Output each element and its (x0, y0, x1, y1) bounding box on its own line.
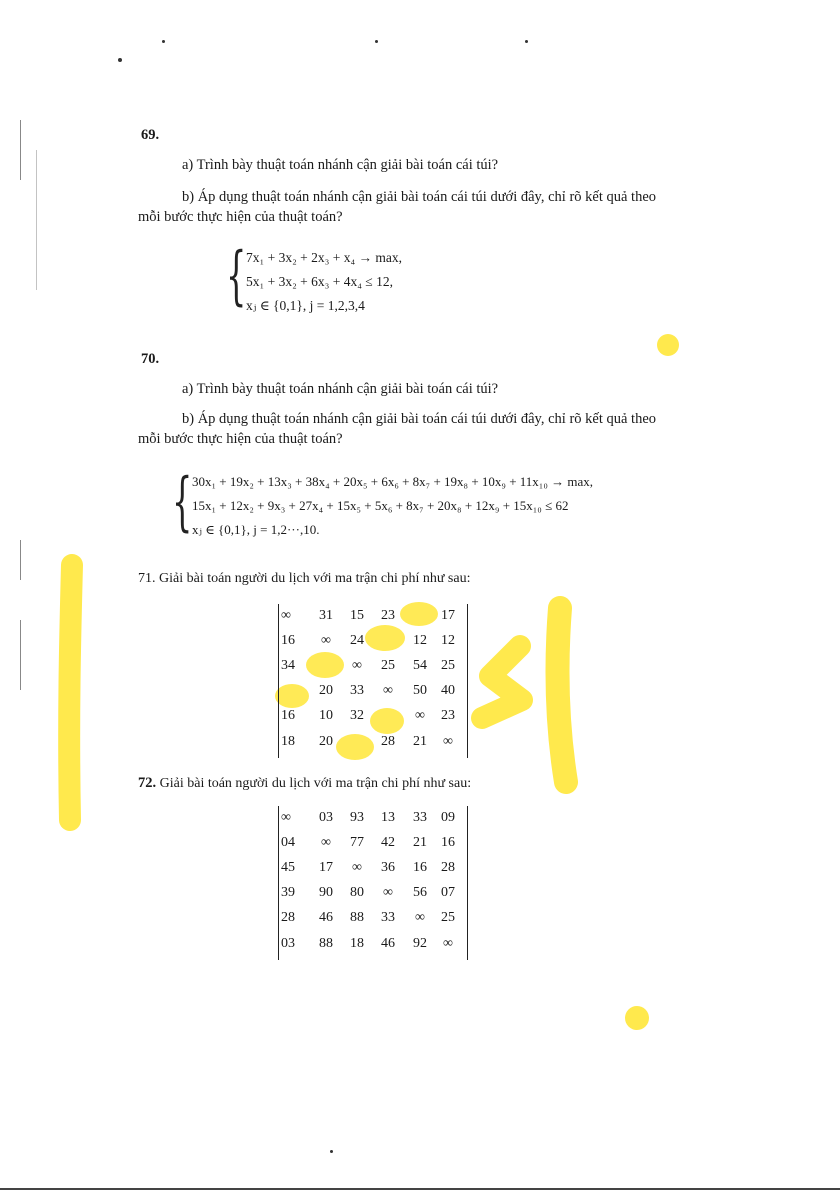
equation-line: 15x₁ + 12x₂ + 9x₃ + 27x₄ + 15x₅ + 5x₆ + 8x₇ + 20x₈ + 12x₉ + 15x₁₀ ≤ 62 (192, 498, 569, 513)
matrix-cell: 09 (441, 810, 455, 825)
matrix-cell: 18 (281, 734, 295, 749)
matrix-cell: 33 (413, 810, 427, 825)
matrix-cell: ∞ (321, 633, 331, 648)
matrix-cell: 21 (413, 734, 427, 749)
matrix-cell: ∞ (443, 734, 453, 749)
matrix-row (279, 833, 467, 857)
matrix-cell: 03 (281, 936, 295, 951)
matrix-cell: 40 (441, 683, 455, 698)
matrix-cell: 13 (381, 810, 395, 825)
matrix-cell: 77 (350, 835, 364, 850)
matrix-cell: 20 (319, 683, 333, 698)
matrix-cell: 54 (413, 658, 427, 673)
problem-69-part-b-line1: b) Áp dụng thuật toán nhánh cận giải bài toán cái túi dưới đây, chỉ rõ kết quả theo (182, 189, 657, 205)
matrix-cell: ∞ (383, 683, 393, 698)
matrix-cell: 10 (319, 708, 333, 723)
problem-72-number: 72. (138, 775, 157, 791)
matrix-cell: ∞ (383, 885, 393, 900)
matrix-row (279, 883, 467, 907)
problem-71-title: 71. Giải bài toán người du lịch với ma trận chi phí như sau: (138, 571, 471, 586)
matrix-cell: 18 (350, 936, 364, 951)
matrix-cell: 25 (381, 658, 395, 673)
problem-70-number: 70. (141, 351, 160, 367)
matrix-cell: ∞ (352, 860, 362, 875)
matrix-cell: 45 (281, 860, 295, 875)
problem-70-part-b-line1: b) Áp dụng thuật toán nhánh cận giải bài toán cái túi dưới đây, chỉ rõ kết quả theo (182, 411, 657, 427)
matrix-cell: 33 (381, 910, 395, 925)
system-brace: { (226, 239, 247, 313)
matrix-cell: 88 (350, 910, 364, 925)
cost-matrix-72 (278, 806, 468, 960)
matrix-cell: 33 (350, 683, 364, 698)
matrix-cell: 39 (281, 885, 295, 900)
matrix-cell: 90 (319, 885, 333, 900)
matrix-cell: 21 (413, 835, 427, 850)
matrix-cell: ∞ (352, 658, 362, 673)
matrix-cell: ∞ (281, 810, 291, 825)
matrix-cell: 17 (319, 860, 333, 875)
system-brace: { (172, 465, 193, 539)
matrix-cell: 32 (350, 708, 364, 723)
matrix-cell: 88 (319, 936, 333, 951)
problem-70-part-b-line2: mỗi bước thực hiện của thuật toán? (138, 431, 343, 447)
matrix-cell: 92 (413, 936, 427, 951)
problem-69-part-a: a) Trình bày thuật toán nhánh cận giải bài toán cái túi? (182, 157, 499, 173)
matrix-cell: 50 (413, 683, 427, 698)
matrix-cell: ∞ (281, 608, 291, 623)
matrix-cell: 42 (381, 835, 395, 850)
scan-bottom-edge (0, 1188, 840, 1190)
matrix-cell: 46 (381, 936, 395, 951)
matrix-cell: 56 (413, 885, 427, 900)
matrix-cell: 12 (441, 633, 455, 648)
equation-line: 7x₁ + 3x₂ + 2x₃ + x₄ → max, (246, 250, 403, 265)
equation-line: xⱼ ∈ {0,1}, j = 1,2,3,4 (246, 298, 365, 313)
matrix-cell: 03 (319, 810, 333, 825)
matrix-cell: 28 (381, 734, 395, 749)
problem-72-title (138, 774, 471, 793)
matrix-cell: 80 (350, 885, 364, 900)
matrix-cell: 34 (281, 658, 295, 673)
problem-69-number: 69. (141, 127, 160, 143)
matrix-cell: ∞ (415, 708, 425, 723)
matrix-cell: 04 (281, 835, 295, 850)
matrix-cell: 16 (413, 860, 427, 875)
matrix-cell: ∞ (321, 835, 331, 850)
matrix-cell: 16 (441, 835, 455, 850)
matrix-cell: 31 (319, 608, 333, 623)
matrix-cell: 23 (441, 708, 455, 723)
problem-72-title-text: Giải bài toán người du lịch với ma trận chi phí như sau: (159, 776, 472, 791)
matrix-cell: 93 (350, 810, 364, 825)
matrix-cell: 20 (319, 734, 333, 749)
matrix-cell: 46 (319, 910, 333, 925)
matrix-cell: 24 (350, 633, 364, 648)
matrix-cell: 07 (441, 885, 455, 900)
matrix-cell: 23 (381, 608, 395, 623)
matrix-row (279, 908, 467, 932)
problem-69-part-b-line2: mỗi bước thực hiện của thuật toán? (138, 209, 343, 225)
matrix-cell: 16 (281, 633, 295, 648)
matrix-cell: 36 (381, 860, 395, 875)
matrix-cell: 16 (281, 708, 295, 723)
matrix-row (279, 934, 467, 958)
matrix-cell: ∞ (443, 936, 453, 951)
problem-70-part-a: a) Trình bày thuật toán nhánh cận giải bài toán cái túi? (182, 381, 499, 397)
matrix-cell: ∞ (415, 910, 425, 925)
matrix-cell: 15 (350, 608, 364, 623)
matrix-row (279, 858, 467, 882)
matrix-cell: 17 (441, 608, 455, 623)
matrix-cell: 28 (281, 910, 295, 925)
matrix-cell: 28 (441, 860, 455, 875)
matrix-row (279, 808, 467, 832)
equation-line: xⱼ ∈ {0,1}, j = 1,2···,10. (192, 522, 320, 537)
matrix-cell: 12 (413, 633, 427, 648)
matrix-cell: 25 (441, 910, 455, 925)
matrix-cell: 25 (441, 658, 455, 673)
equation-line: 5x₁ + 3x₂ + 6x₃ + 4x₄ ≤ 12, (246, 274, 393, 289)
equation-line: 30x₁ + 19x₂ + 13x₃ + 38x₄ + 20x₅ + 6x₆ + 8x₇ + 19x₈ + 10x₉ + 11x₁₀ → max, (192, 474, 593, 489)
